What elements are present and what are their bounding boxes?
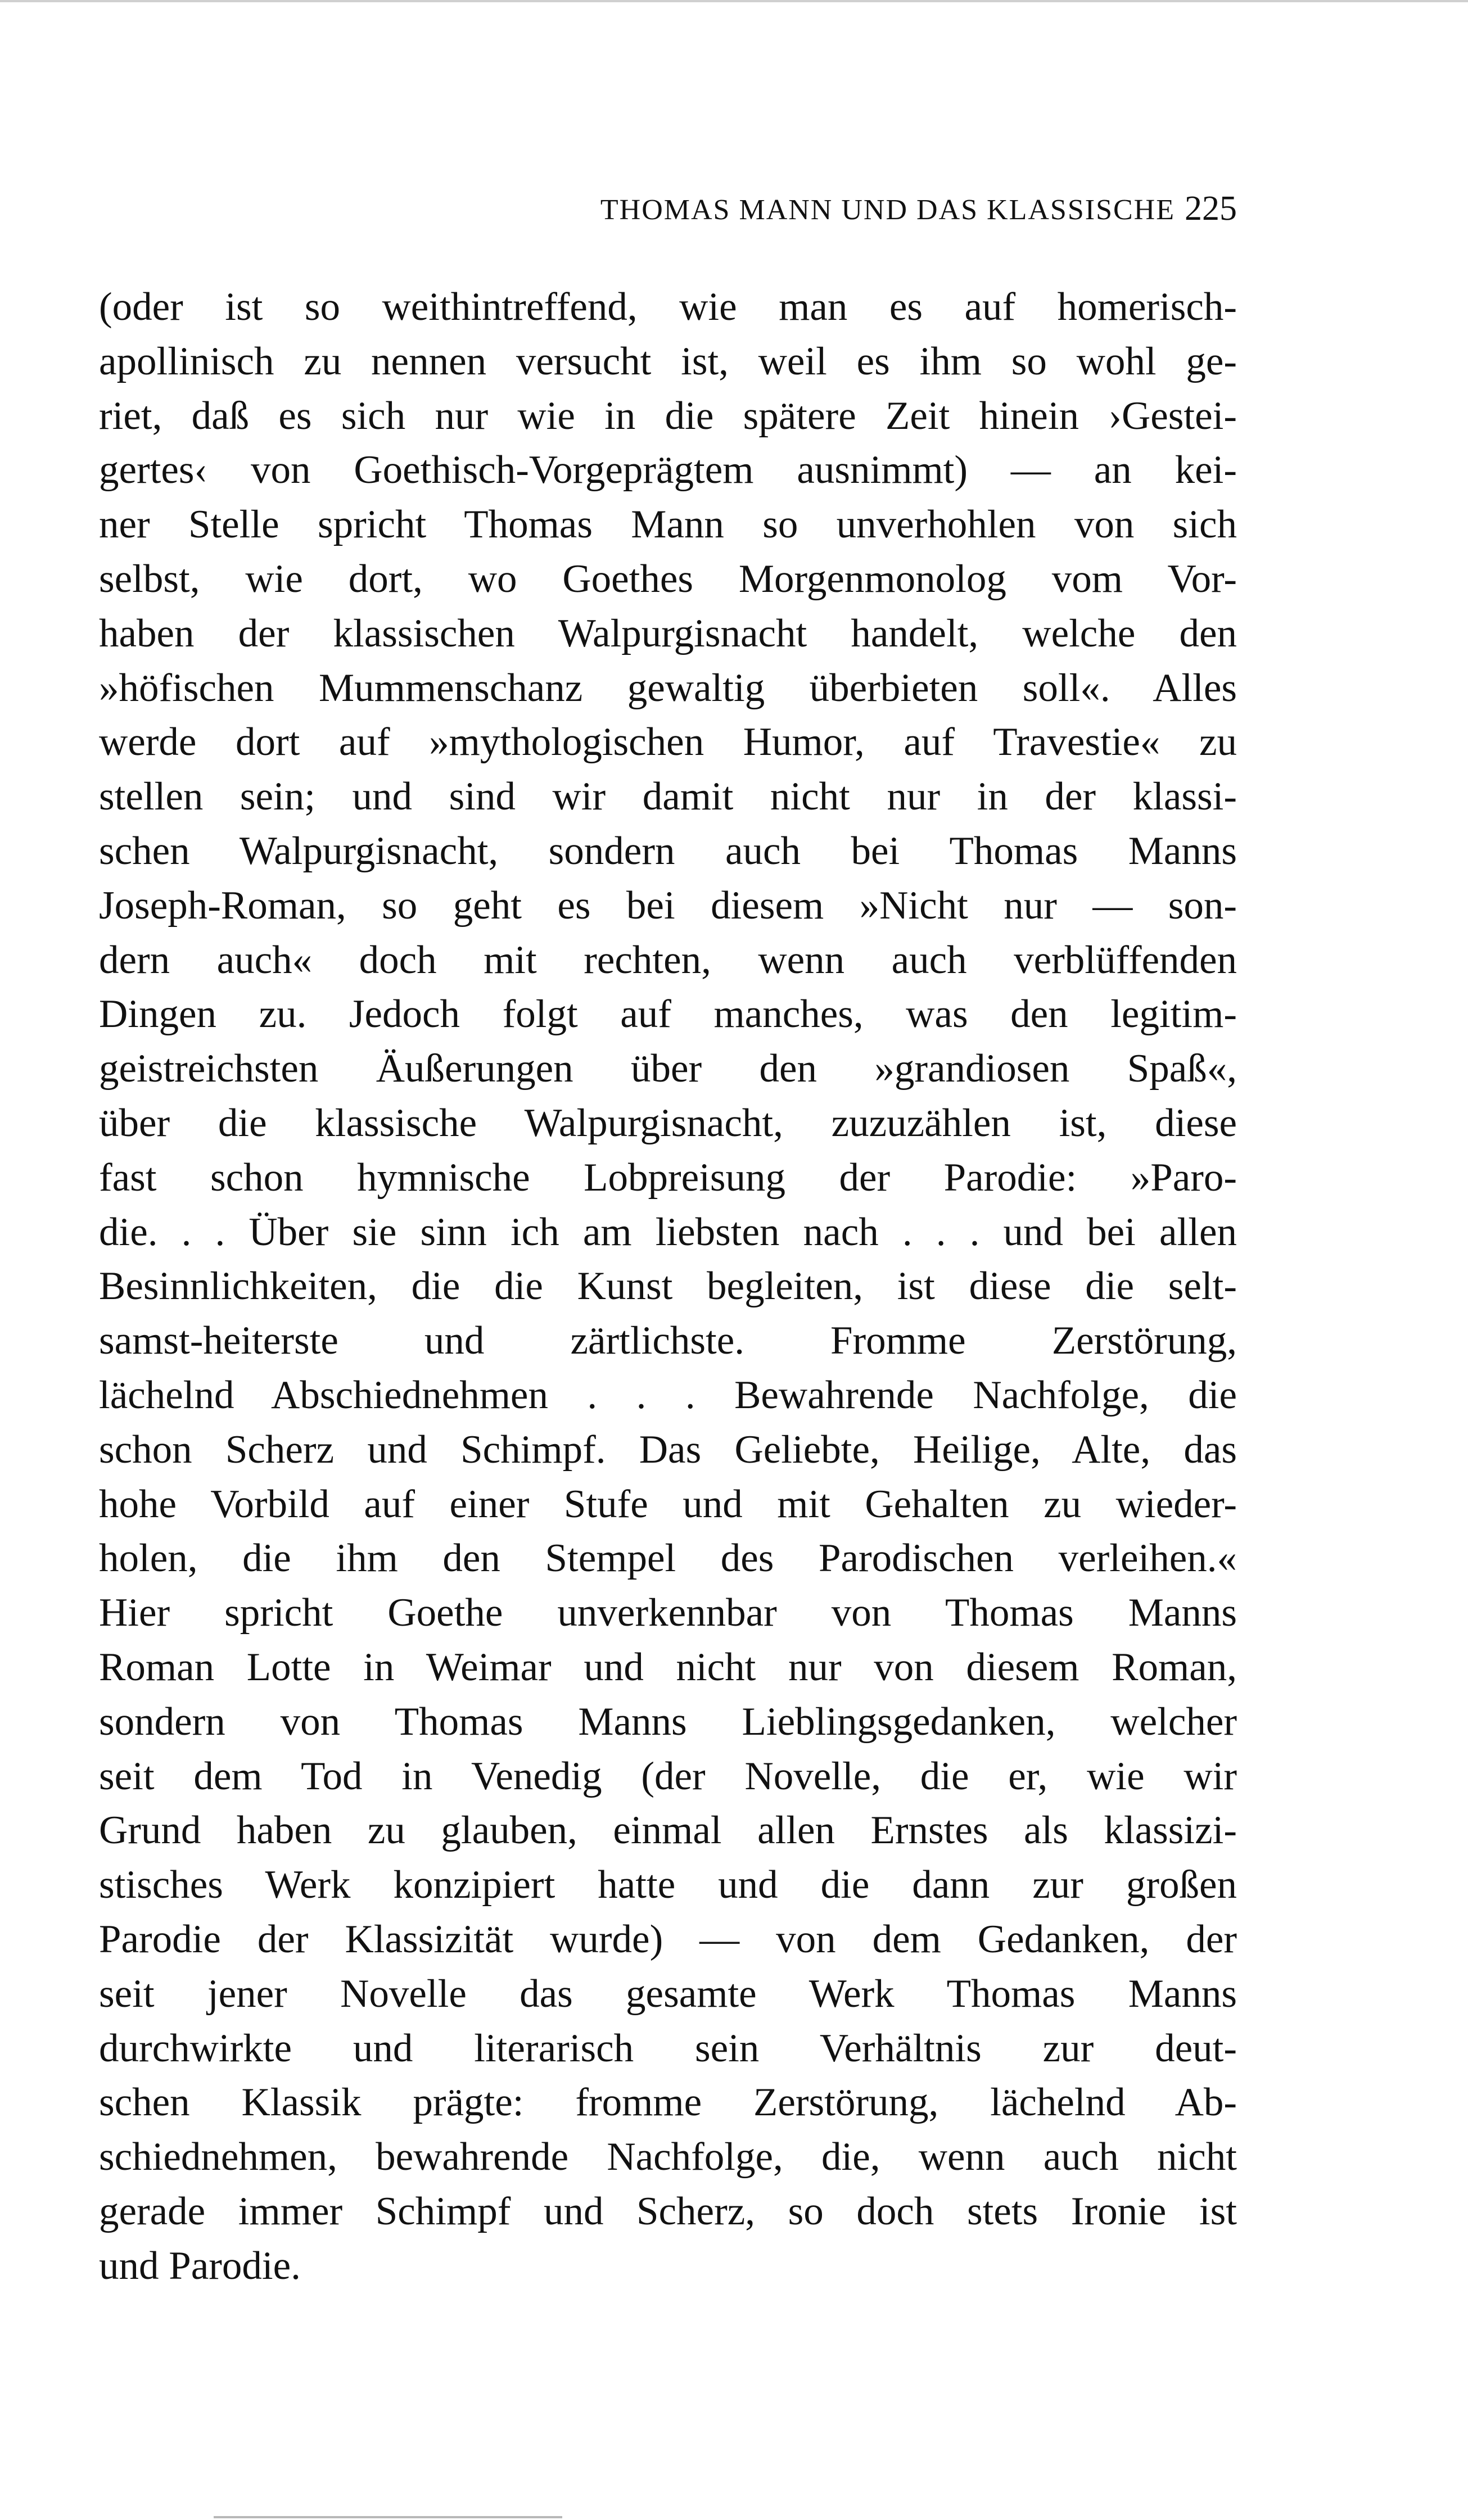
text-line: selbst, wie dort, wo Goethes Morgenmonolog vom Vor-	[99, 557, 1237, 601]
text-line: Dingen zu. Jedoch folgt auf manches, was den legitim-	[99, 992, 1237, 1037]
text-line: (oder ist so weithintreffend, wie man es auf homerisch-	[99, 285, 1237, 329]
text-line: hohe Vorbild auf einer Stufe und mit Gehalten zu wieder-	[99, 1482, 1237, 1526]
text-line: apollinisch zu nennen versucht ist, weil es ihm so wohl ge-	[99, 339, 1237, 383]
text-line: samst-heiterste und zärtlichste. Fromme Zerstörung,	[99, 1319, 1237, 1363]
text-line: Joseph-Roman, so geht es bei diesem »Nicht nur — son-	[99, 883, 1237, 928]
text-line: schon Scherz und Schimpf. Das Geliebte, Heilige, Alte, das	[99, 1427, 1237, 1472]
text-line: holen, die ihm den Stempel des Parodischen verleihen.«	[99, 1536, 1237, 1581]
running-title: THOMAS MANN UND DAS KLASSISCHE	[600, 194, 1175, 226]
text-line: seit jener Novelle das gesamte Werk Thomas Manns	[99, 1971, 1237, 2016]
text-line: gertes‹ von Goethisch-Vorgeprägtem ausnimmt) — an kei-	[99, 448, 1237, 492]
text-line: durchwirkte und literarisch sein Verhältnis zur deut-	[99, 2026, 1237, 2070]
text-line: sondern von Thomas Manns Lieblingsgedanken, welcher	[99, 1699, 1237, 1744]
top-edge-rule	[0, 0, 1468, 2]
text-line: die. . . Über sie sinn ich am liebsten nach . . . und bei allen	[99, 1210, 1237, 1254]
running-head	[99, 189, 1237, 239]
text-line: schen Klassik prägte: fromme Zerstörung, lächelnd Ab-	[99, 2080, 1237, 2125]
text-line: Besinnlichkeiten, die die Kunst begleiten, ist diese die selt-	[99, 1264, 1237, 1309]
text-line: Grund haben zu glauben, einmal allen Ernstes als klassizi-	[99, 1808, 1237, 1853]
text-line: lächelnd Abschiednehmen . . . Bewahrende Nachfolge, die	[99, 1373, 1237, 1417]
text-line: fast schon hymnische Lobpreisung der Parodie: »Paro-	[99, 1155, 1237, 1200]
bottom-edge-rule	[214, 2516, 562, 2518]
text-line: dern auch« doch mit rechten, wenn auch verblüffenden	[99, 938, 1237, 982]
text-line: und Parodie.	[99, 2243, 301, 2288]
text-line: über die klassische Walpurgisnacht, zuzuzählen ist, diese	[99, 1101, 1237, 1145]
text-line: schiednehmen, bewahrende Nachfolge, die, wenn auch nicht	[99, 2135, 1237, 2179]
text-line: »höfischen Mummenschanz gewaltig überbieten soll«. Alles	[99, 666, 1237, 710]
text-line: geistreichsten Äußerungen über den »grandiosen Spaß«,	[99, 1047, 1237, 1091]
text-line: Parodie der Klassizität wurde) — von dem Gedanken, der	[99, 1917, 1237, 1961]
page-number: 225	[1185, 189, 1237, 228]
text-line: Roman Lotte in Weimar und nicht nur von diesem Roman,	[99, 1645, 1237, 1689]
text-line: seit dem Tod in Venedig (der Novelle, die er, wie wir	[99, 1754, 1237, 1798]
text-line: stisches Werk konzipiert hatte und die dann zur großen	[99, 1863, 1237, 1907]
text-line: haben der klassischen Walpurgisnacht handelt, welche den	[99, 611, 1237, 655]
text-line: ner Stelle spricht Thomas Mann so unverhohlen von sich	[99, 503, 1237, 547]
text-line: werde dort auf »mythologischen Humor, auf Travestie« zu	[99, 720, 1237, 764]
text-line: stellen sein; und sind wir damit nicht nur in der klassi-	[99, 775, 1237, 819]
text-line: schen Walpurgisnacht, sondern auch bei Thomas Manns	[99, 829, 1237, 873]
text-line: gerade immer Schimpf und Scherz, so doch stets Ironie ist	[99, 2189, 1237, 2233]
body-text	[99, 280, 1237, 2293]
text-line: Hier spricht Goethe unverkennbar von Thomas Manns	[99, 1591, 1237, 1635]
text-line: riet, daß es sich nur wie in die spätere Zeit hinein ›Gestei-	[99, 393, 1237, 438]
